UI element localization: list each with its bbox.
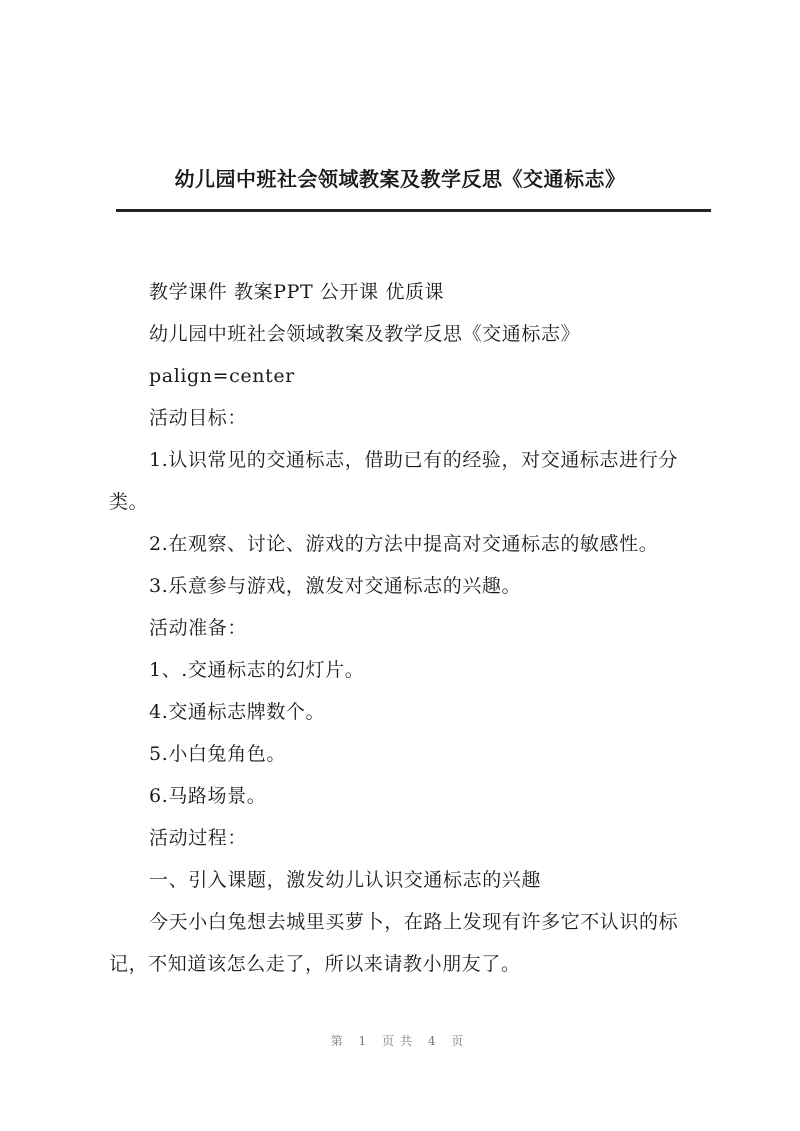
title-divider: [116, 209, 711, 212]
goal-item: 1.认识常见的交通标志，借助已有的经验，对交通标志进行分类。: [109, 449, 678, 513]
page-footer: 第 1 页共 4 页: [330, 1034, 470, 1048]
process-step-heading: 一、引入课题，激发幼儿认识交通标志的兴趣: [149, 869, 542, 891]
paragraph-subtitle: 幼儿园中班社会领域教案及教学反思《交通标志》: [149, 323, 581, 345]
section-heading-process: 活动过程：: [149, 827, 248, 849]
section-heading-preparation: 活动准备：: [149, 617, 248, 639]
document-title: 幼儿园中班社会领域教案及教学反思《交通标志》: [174, 167, 626, 191]
goal-item: 2.在观察、讨论、游戏的方法中提高对交通标志的敏感性。: [149, 533, 659, 555]
paragraph-tags: 教学课件 教案PPT 公开课 优质课: [149, 281, 445, 303]
preparation-item: 6.马路场景。: [149, 785, 267, 807]
preparation-item: 5.小白兔角色。: [149, 743, 286, 765]
preparation-item: 1、.交通标志的幻灯片。: [149, 659, 365, 681]
document-body: [109, 271, 711, 985]
paragraph-align-note: palign=center: [149, 365, 295, 387]
process-paragraph: 今天小白兔想去城里买萝卜，在路上发现有许多它不认识的标记，不知道该怎么走了，所以来请教小朋友了。: [109, 911, 679, 975]
section-heading-goals: 活动目标：: [149, 407, 248, 429]
goal-item: 3.乐意参与游戏，激发对交通标志的兴趣。: [149, 575, 522, 597]
preparation-item: 4.交通标志牌数个。: [149, 701, 326, 723]
